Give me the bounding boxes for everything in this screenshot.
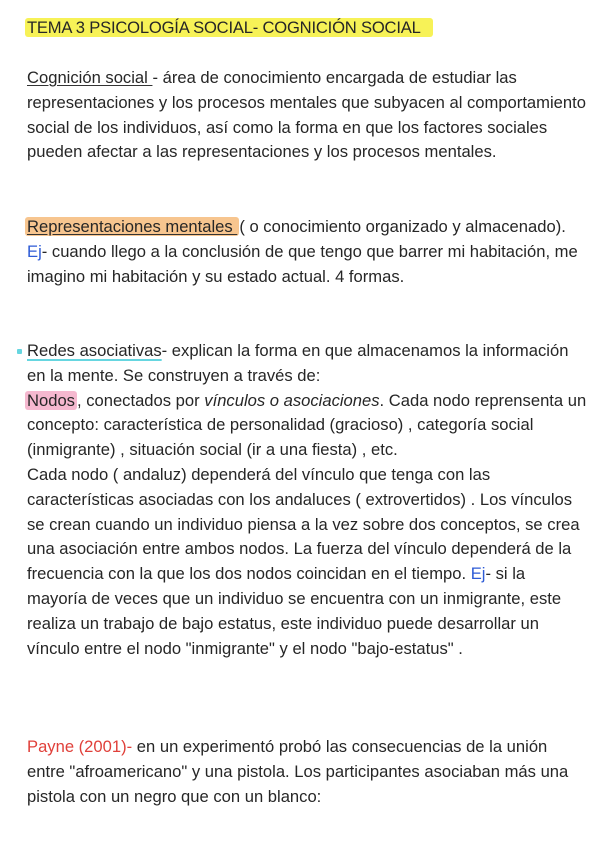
definition-cognicion-social: - área de conocimiento encargada de estudiar las representaciones y los procesos mentales que subyacen al comportamiento social de los individuos, así como la forma en que los factores sociales pueden afectar a las representaciones y los procesos mentales. [27, 68, 586, 162]
term-cognicion-social: Cognición social [27, 68, 153, 87]
term-vinculos: vínculos o asociaciones [204, 390, 380, 410]
ej-label: Ej [27, 241, 42, 261]
term-representaciones-mentales: Representaciones mentales [27, 217, 238, 236]
paragraph-redes-asociativas [27, 339, 587, 661]
term-nodos: Nodos [27, 390, 75, 410]
text-redes-3: . Cada nodo reprensenta un concepto: característica de personalidad (gracioso) , categoría social (inmigrante) , situación social (ir a una fiesta) , etc. [27, 390, 587, 460]
title-highlight: TEMA 3 PSICOLOGÍA SOCIAL- COGNICIÓN SOCIAL [25, 18, 433, 37]
text-redes-2: , conectados por [76, 390, 205, 410]
text-representaciones-1: ( o conocimiento organizado y almacenado). [239, 217, 566, 236]
text-redes-1: - explican la forma en que almacenamos la información en la mente. Se construyen a través de: [27, 341, 569, 385]
paragraph-cognicion-social [27, 66, 587, 165]
text-redes-4: Cada nodo ( andaluz) dependerá del vínculo que tenga con las características asociadas con los andaluces ( extrovertidos) . Los vínculos se crean cuando un individuo piensa a la vez sobre dos conceptos, se crea una asociación entre ambos nodos. La fuerza del vínculo dependerá de la frecuencia con la que los dos nodos coincidan en el tiempo. [27, 464, 580, 584]
paragraph-representaciones [27, 215, 587, 289]
term-redes-asociativas: Redes asociativas [27, 341, 162, 360]
highlight-marker [17, 349, 22, 354]
ej-label-2: Ej [470, 564, 486, 584]
paragraph-payne [27, 735, 587, 809]
text-redes-5: - si la mayoría de veces que un individuo se encuentra con un inmigrante, este realiza un trabajo de bajo estatus, este individuo puede desarrollar un vínculo entre el nodo "inmigrante" y el nodo "bajo-estatus" . [27, 564, 562, 658]
text-payne: en un experimentó probó las consecuencias de la unión entre "afroamericano" y una pistola. Los participantes asociaban más una pistola con un negro que con un blanco: [27, 737, 569, 806]
reference-payne: Payne (2001)- [27, 737, 133, 756]
page-title [27, 16, 433, 40]
text-representaciones-2: - cuando llego a la conclusión de que tengo que barrer mi habitación, me imagino mi habitación y su estado actual. 4 formas. [27, 241, 578, 286]
